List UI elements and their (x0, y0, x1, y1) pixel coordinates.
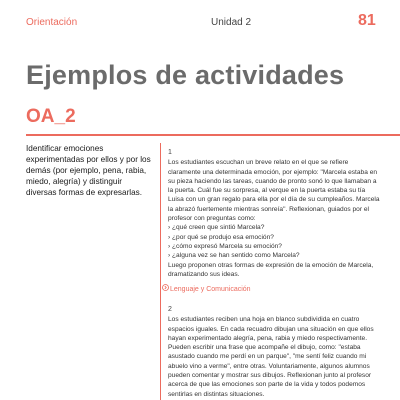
activity-1-closing: Luego proponen otras formas de expresión de la emoción de Marcela, dramatizando sus ideas. (168, 261, 374, 278)
activity-1-question: › ¿qué creen que sintió Marcela? (168, 223, 380, 232)
oa-divider (26, 134, 400, 136)
activity-2-number: 2 (168, 306, 172, 313)
activity-1-question: › ¿alguna vez se han sentido como Marcela? (168, 251, 380, 260)
activity-1-intro: Los estudiantes escuchan un breve relato en el que se refiere claramente una determinada emoción, por ejemplo: "Marcela estaba en su pieza haciendo las tareas, cuando de pronto sonó lo que llamaban a la puerta. Cuál fue su sorpresa, al verque en la puerta estaba su tía Luisa con un gran regalo para ella por el día de su cumpleaños. Marcela la abrazó fuertemente mientras sonreía". Reflexionan, guiados por el profesor con preguntas como: (168, 159, 380, 223)
activity-1 (168, 148, 380, 279)
activity-1-number: 1 (168, 149, 172, 156)
activity-1-question: › ¿cómo expresó Marcela su emoción? (168, 242, 380, 251)
header-unit: Unidad 2 (211, 17, 252, 28)
cross-reference-link[interactable] (162, 284, 251, 293)
cross-reference-label: Lenguaje y Comunicación (170, 286, 251, 293)
activity-2-text: Los estudiantes reciben una hoja en blanco subdividida en cuatro espacios iguales. En cada recuadro dibujan una situación en que ellos hayan experimentado alegría, pena, rabia y miedo respectivamente. Pueden escribir una frase que acompañe el dibujo, como: "estaba asustado cuando me perdí en un parque", "me sentí feliz cuando mi abuelo vino a verme", entre otras. Voluntariamente, algunos alumnos pueden comentar y mostrar sus dibujos. Reflexionan junto al profesor acerca de que las emociones son parte de la vida y todos podemos sentirlas en distintas situaciones. (168, 316, 374, 398)
header-section: Orientación (26, 17, 78, 28)
activity-2 (168, 305, 380, 399)
chevron-right-icon (162, 284, 170, 293)
oa-objective: Identificar emociones experimentadas por ellos y por los demás (por ejemplo, pena, rabia, miedo, alegría) y distinguir diversas formas de expresarlas. (26, 144, 151, 197)
oa-code: OA_2 (26, 106, 76, 127)
column-divider (160, 143, 161, 400)
page-title: Ejemplos de actividades (26, 60, 345, 90)
page-number: 81 (358, 12, 376, 29)
activity-1-question: › ¿por qué se produjo esa emoción? (168, 233, 380, 242)
